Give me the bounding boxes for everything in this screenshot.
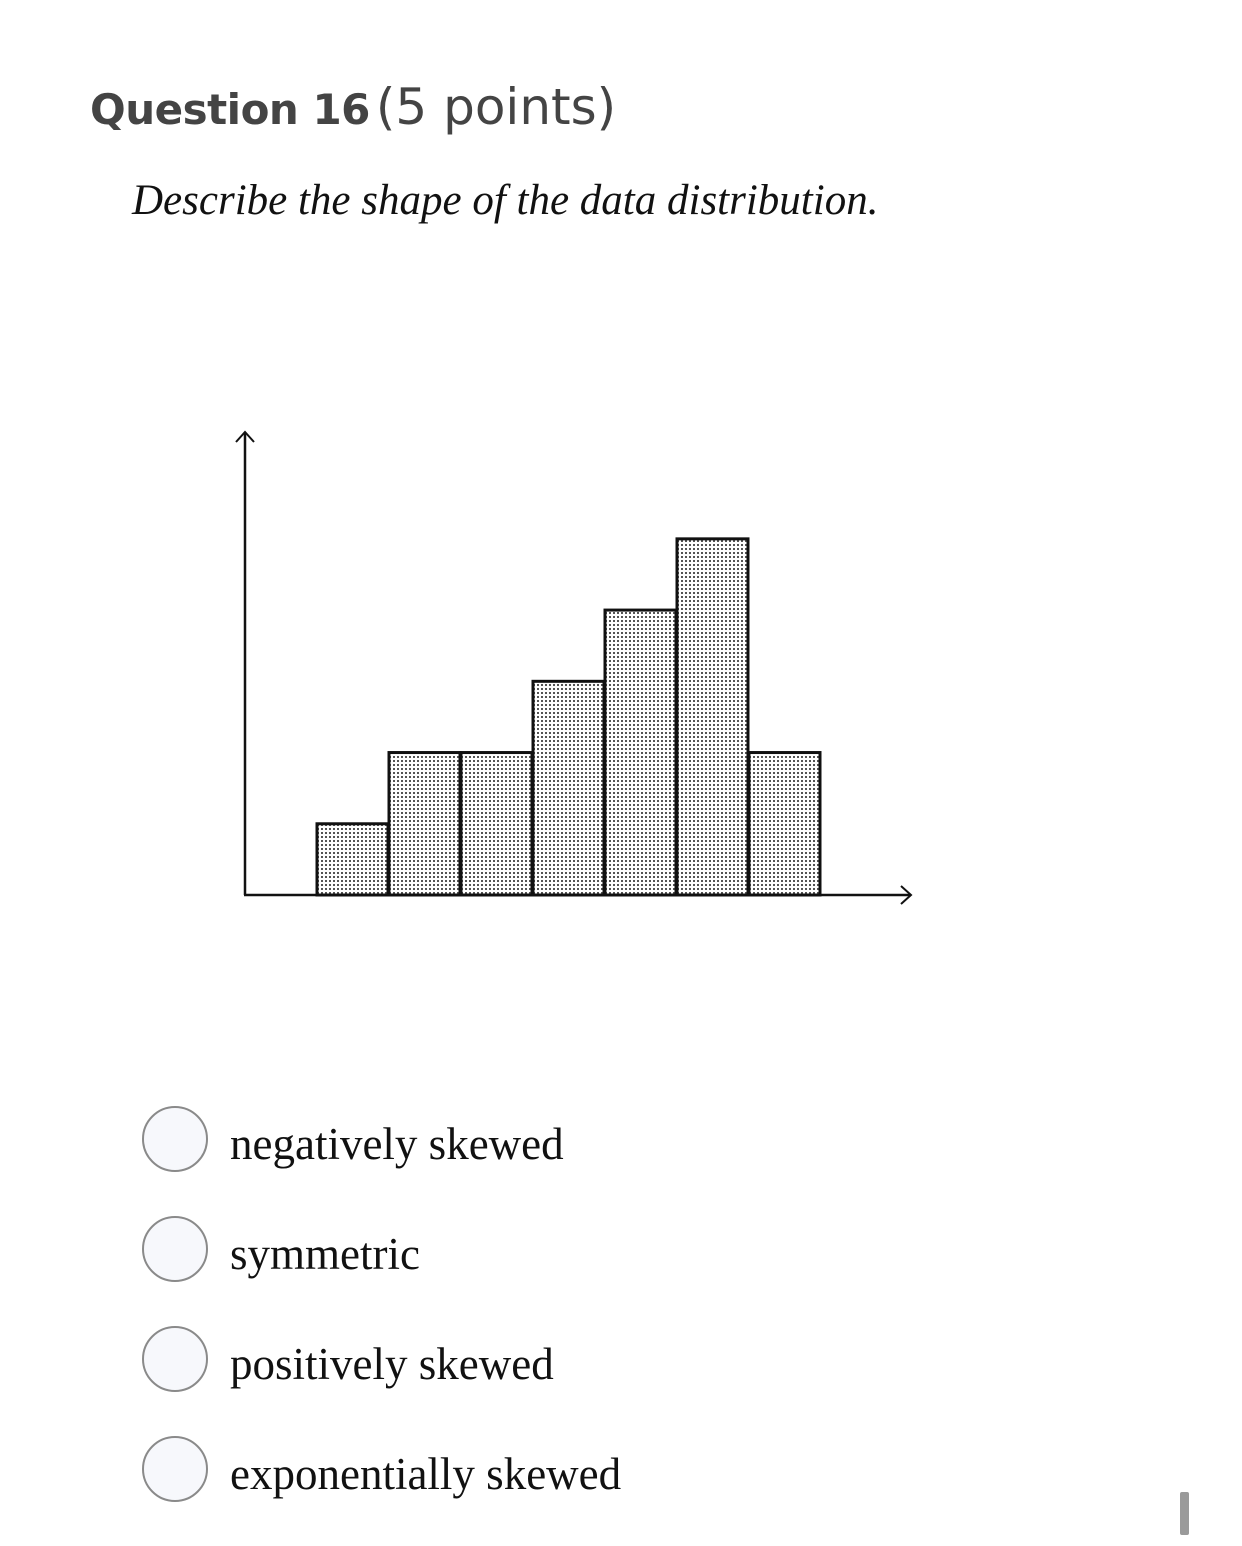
answer-options bbox=[142, 1106, 1042, 1546]
histogram-bar bbox=[677, 539, 748, 895]
radio-button[interactable] bbox=[142, 1326, 208, 1392]
question-header bbox=[90, 78, 616, 136]
histogram-bar bbox=[461, 753, 532, 895]
option-exponentially-skewed[interactable] bbox=[142, 1436, 1042, 1546]
radio-button[interactable] bbox=[142, 1216, 208, 1282]
option-label[interactable]: negatively skewed bbox=[230, 1119, 564, 1169]
option-label[interactable]: symmetric bbox=[230, 1229, 420, 1279]
histogram-bar bbox=[533, 681, 604, 895]
scrollbar-thumb[interactable] bbox=[1180, 1492, 1189, 1535]
option-label[interactable]: exponentially skewed bbox=[230, 1449, 622, 1499]
histogram-bar bbox=[317, 824, 388, 895]
histogram-bar bbox=[605, 610, 676, 895]
question-prompt: Describe the shape of the data distribution. bbox=[132, 177, 879, 224]
question-points: (5 points) bbox=[375, 78, 617, 136]
question-number: Question 16 bbox=[90, 85, 370, 134]
radio-button[interactable] bbox=[142, 1436, 208, 1502]
histogram-figure bbox=[225, 420, 925, 920]
radio-button[interactable] bbox=[142, 1106, 208, 1172]
histogram-bars bbox=[317, 539, 820, 895]
option-symmetric[interactable] bbox=[142, 1216, 1042, 1326]
option-label[interactable]: positively skewed bbox=[230, 1339, 554, 1389]
histogram-chart bbox=[225, 420, 925, 920]
histogram-bar bbox=[749, 753, 820, 895]
histogram-bar bbox=[389, 753, 460, 895]
option-positively-skewed[interactable] bbox=[142, 1326, 1042, 1436]
option-negatively-skewed[interactable] bbox=[142, 1106, 1042, 1216]
